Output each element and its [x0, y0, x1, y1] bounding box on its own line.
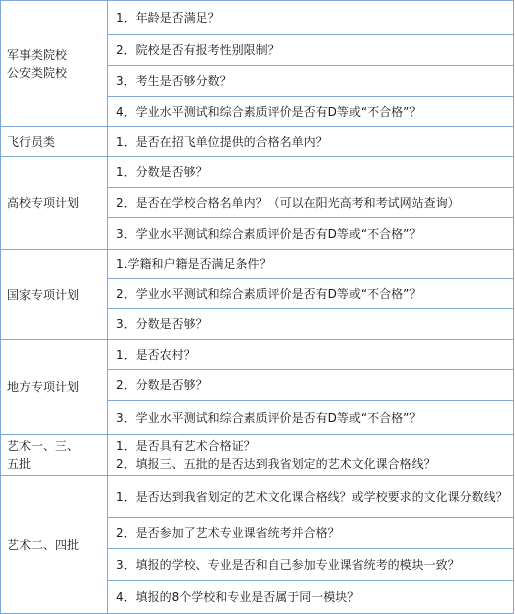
- category-label: 国家专项计划: [7, 287, 80, 302]
- check-item: 4．填报的8个学校和专业是否属于同一模块？: [108, 581, 514, 614]
- category-label: 飞行员类: [7, 134, 56, 149]
- check-item: 2．院校是否有报考性别限制？: [108, 35, 514, 66]
- category-cell: [1, 157, 108, 250]
- category-cell: [1, 1, 108, 127]
- check-item: [108, 435, 514, 476]
- category-label: 地方专项计划: [7, 380, 80, 394]
- category-label: 高校专项计划: [7, 196, 80, 210]
- table-row: [1, 340, 514, 370]
- table-row: [1, 127, 514, 157]
- table-row: [1, 250, 514, 279]
- check-item: 1.学籍和户籍是否满足条件？: [108, 250, 514, 279]
- category-cell: [1, 127, 108, 157]
- check-item: 3．分数是否够？: [108, 309, 514, 340]
- check-item: 1．是否在招飞单位提供的合格名单内？: [108, 127, 514, 157]
- check-item: 1．是否农村？: [108, 340, 514, 370]
- table-row: [1, 476, 514, 518]
- check-item: 2．是否在学校合格名单内？（可以在阳光高考和考试网站查询）: [108, 188, 514, 218]
- check-item: 3．填报的学校、专业是否和自己参加专业课省统考的模块一致？: [108, 549, 514, 581]
- category-cell: [1, 435, 108, 476]
- check-item: 2．分数是否够？: [108, 370, 514, 401]
- check-item: 2．学业水平测试和综合素质评价是否有D等或“不合格”？: [108, 279, 514, 309]
- check-item: 2．是否参加了艺术专业课省统考并合格？: [108, 518, 514, 549]
- table-row: [1, 1, 514, 35]
- table-row: [1, 435, 514, 476]
- category-label: 军事类院校 公安类院校: [7, 47, 68, 80]
- check-item: 4．学业水平测试和综合素质评价是否有D等或“不合格”？: [108, 97, 514, 127]
- category-label: 艺术二、四批: [7, 537, 80, 552]
- check-item: 1．分数是否够？: [108, 157, 514, 188]
- check-item: 3．学业水平测试和综合素质评价是否有D等或“不合格”？: [108, 401, 514, 435]
- category-label: 艺术一、三、 五批: [7, 439, 80, 471]
- category-cell: [1, 340, 108, 435]
- category-cell: [1, 250, 108, 340]
- table-row: [1, 157, 514, 188]
- check-item: 1．年龄是否满足？: [108, 1, 514, 35]
- category-cell: [1, 476, 108, 614]
- check-item: 3．考生是否够分数？: [108, 66, 514, 97]
- check-item-text: 1．是否具有艺术合格证？ 2．填报三、五批的是否达到我省划定的艺术文化课合格线？: [116, 439, 436, 471]
- check-item: 3．学业水平测试和综合素质评价是否有D等或“不合格”？: [108, 218, 514, 250]
- check-item: 1．是否达到我省划定的艺术文化课合格线？或学校要求的文化课分数线？: [108, 476, 514, 518]
